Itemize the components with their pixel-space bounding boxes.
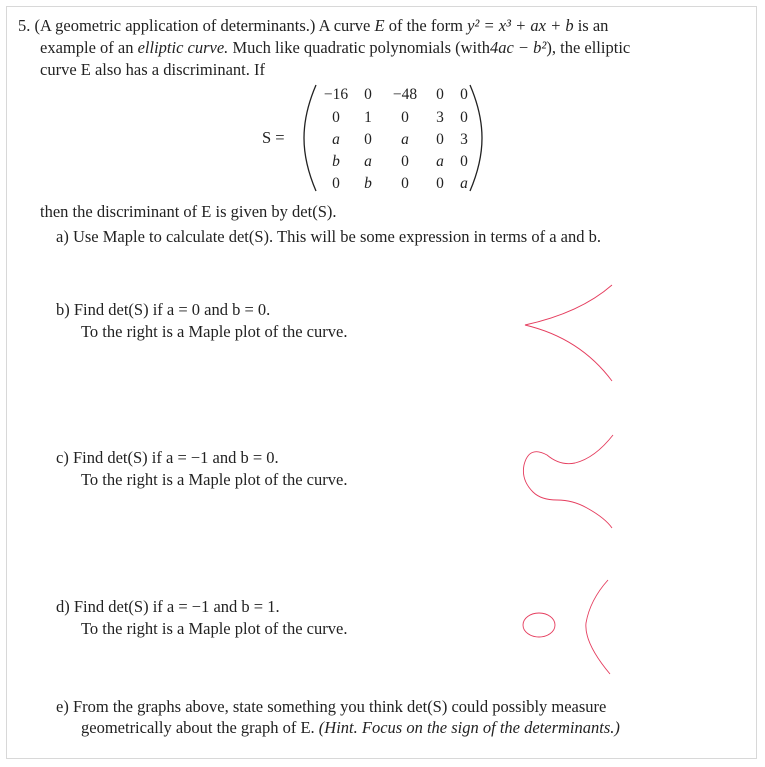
problem-number: 5. bbox=[18, 16, 31, 35]
problem-intro-line1: 5. (A geometric application of determinants.) A curve E of the form y² = x³ + ax + b is an bbox=[18, 16, 609, 35]
intro-text: (A geometric application of determinants.) A curve bbox=[34, 16, 371, 35]
matrix-cell: 0 bbox=[401, 109, 409, 126]
quadratic-discriminant: 4ac − b² bbox=[489, 38, 547, 57]
part-b-note: To the right is a Maple plot of the curve. bbox=[81, 322, 348, 341]
problem-intro-line2: example of an elliptic curve. Much like quadratic polynomials (with4ac − b²), the elliptic bbox=[40, 38, 631, 57]
matrix-cell: 0 bbox=[436, 86, 444, 103]
part-b-label: b) bbox=[56, 300, 70, 319]
matrix-cell: a bbox=[460, 175, 468, 192]
matrix-cell: −48 bbox=[392, 86, 418, 103]
part-b bbox=[56, 299, 270, 320]
part-d-text: Find det(S) if a = −1 and b = 1. bbox=[73, 597, 280, 616]
part-a-text: Use Maple to calculate det(S). This will be some expression in terms of a and b. bbox=[72, 227, 601, 246]
matrix-cell: 3 bbox=[436, 109, 444, 126]
part-e-hint: (Hint. Focus on the sign of the determinants.) bbox=[318, 718, 620, 737]
matrix-cell: 0 bbox=[460, 86, 468, 103]
matrix-cell: 0 bbox=[436, 175, 444, 192]
elliptic-curve-term: elliptic curve. bbox=[137, 38, 229, 57]
part-c-note: To the right is a Maple plot of the curve. bbox=[81, 470, 348, 489]
matrix-cell: 1 bbox=[364, 109, 372, 126]
part-e-label: e) bbox=[56, 697, 69, 716]
matrix-cell: a bbox=[401, 131, 409, 148]
part-c-text: Find det(S) if a = −1 and b = 0. bbox=[72, 448, 279, 467]
matrix-cell: 0 bbox=[364, 131, 372, 148]
matrix-cell: a bbox=[332, 131, 340, 148]
part-e-line1: From the graphs above, state something you think det(S) could possibly measure bbox=[72, 697, 607, 716]
matrix-cell: 3 bbox=[460, 131, 468, 148]
matrix-cell: 0 bbox=[436, 131, 444, 148]
part-d-label: d) bbox=[56, 597, 70, 616]
curve-plot-d bbox=[518, 578, 628, 678]
matrix-cell: a bbox=[364, 153, 372, 170]
part-d bbox=[56, 596, 280, 617]
part-b-text: Find det(S) if a = 0 and b = 0. bbox=[73, 300, 271, 319]
matrix-cell: 0 bbox=[401, 153, 409, 170]
part-e-line2: geometrically about the graph of E. (Hint. Focus on the sign of the determinants.) bbox=[81, 718, 620, 737]
matrix-cell: 0 bbox=[332, 109, 340, 126]
after-matrix-text: then the discriminant of E is given by det(S). bbox=[40, 202, 337, 221]
part-c-label: c) bbox=[56, 448, 69, 467]
curve-plot-b bbox=[520, 283, 620, 383]
part-e bbox=[56, 696, 606, 717]
problem-intro-line3: curve E also has a discriminant. If bbox=[40, 60, 265, 79]
curve-plot-c bbox=[515, 430, 620, 530]
part-a-label: a) bbox=[56, 227, 69, 246]
matrix-cell: 0 bbox=[460, 109, 468, 126]
part-a bbox=[56, 226, 601, 247]
matrix-cell: b bbox=[364, 175, 372, 192]
curve-equation: y² = x³ + ax + b bbox=[467, 16, 574, 35]
matrix-cell: −16 bbox=[323, 86, 349, 103]
matrix-cell: a bbox=[436, 153, 444, 170]
matrix-cell: b bbox=[332, 153, 340, 170]
matrix-cell: 0 bbox=[460, 153, 468, 170]
curve-name: E bbox=[374, 16, 385, 35]
matrix-cell: 0 bbox=[401, 175, 409, 192]
part-c bbox=[56, 447, 279, 468]
part-d-note: To the right is a Maple plot of the curve. bbox=[81, 619, 348, 638]
matrix-cell: 0 bbox=[364, 86, 372, 103]
matrix-cell: 0 bbox=[332, 175, 340, 192]
matrix-label: S = bbox=[262, 128, 285, 147]
